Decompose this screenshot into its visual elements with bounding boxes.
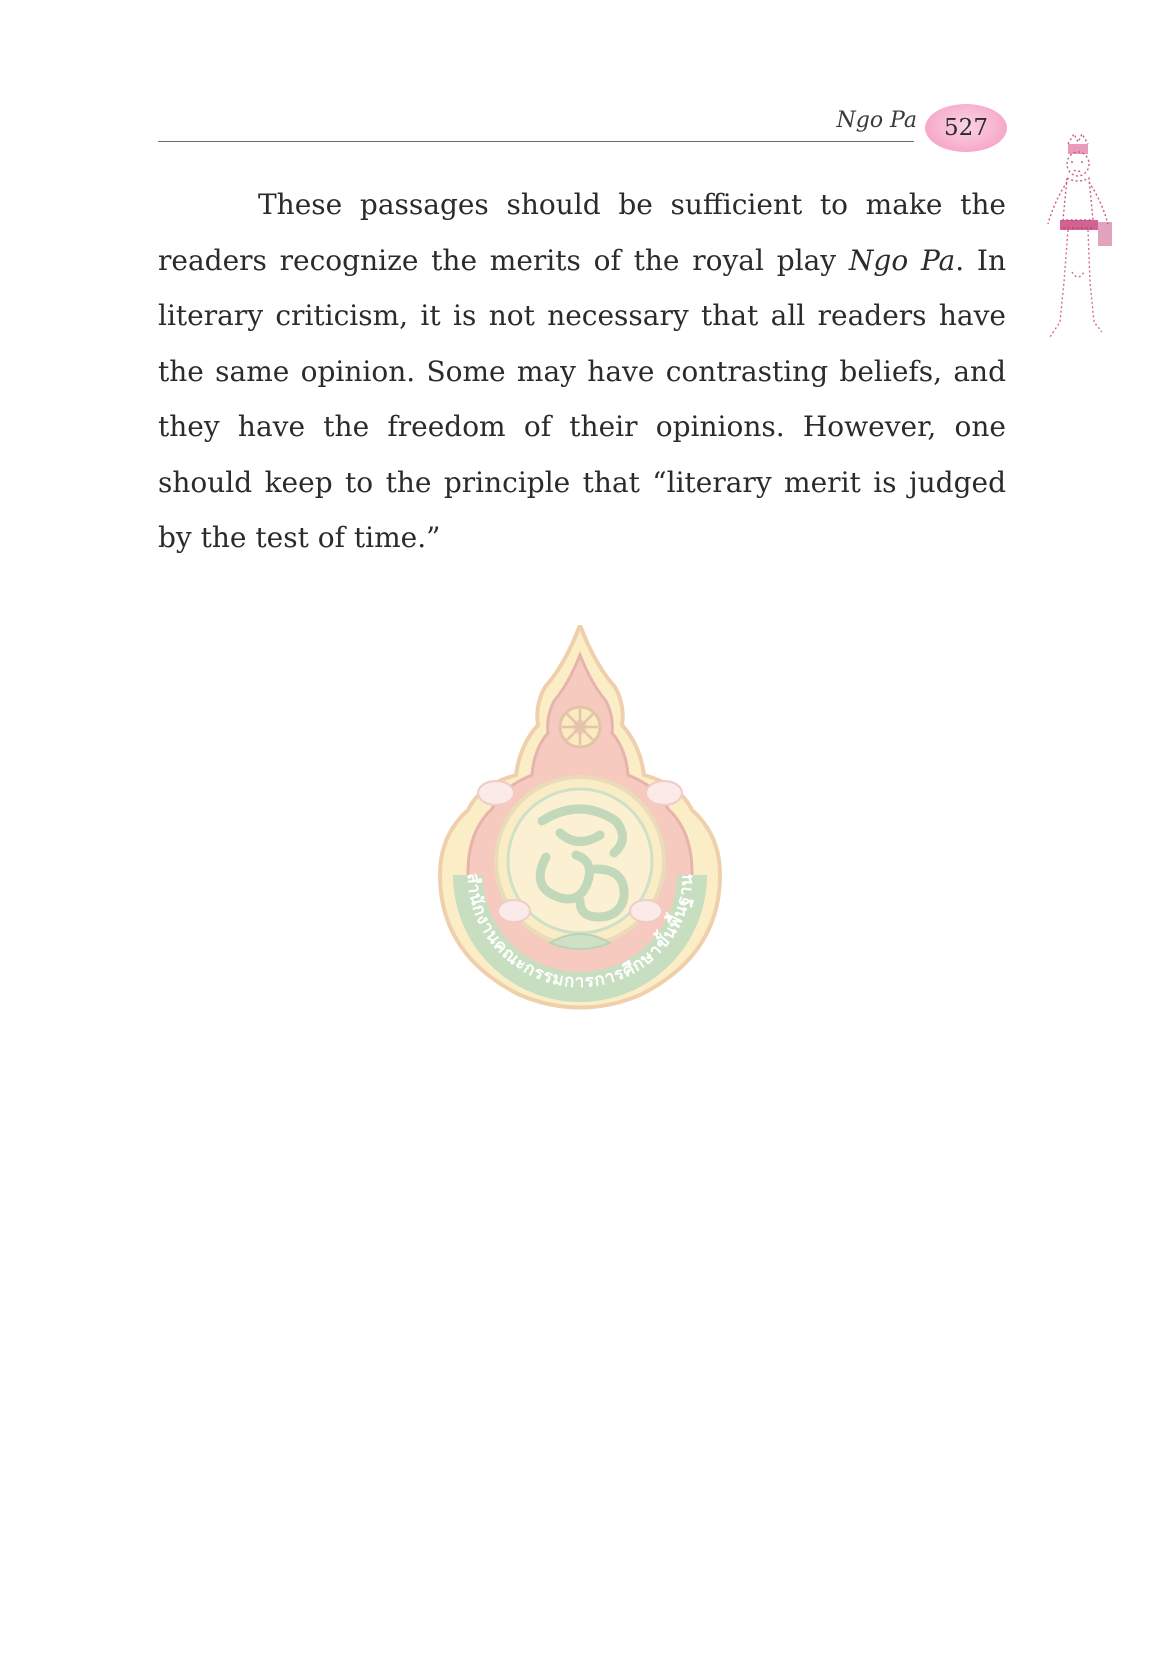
emblem-ring-text: สำนักงานคณะกรรมการการศึกษาขั้นพื้นฐาน [462, 872, 698, 993]
page-header [0, 0, 1164, 160]
body-paragraph [158, 177, 1006, 566]
running-title: Ngo Pa [836, 108, 917, 133]
page-number-badge [925, 104, 1007, 152]
ministry-emblem-icon [430, 625, 730, 1015]
play-title: Ngo Pa [848, 243, 956, 277]
paragraph-text-end: . In literary criticism, it is not necessary that all readers have the same opinion. Some may have contrasting beliefs, and they have the freedom of their opinions. However, one should keep to the principle that “literary merit is judged by the test of time.” [158, 243, 1006, 554]
dancer-figure-icon [1038, 132, 1118, 342]
page-number: 527 [944, 115, 988, 141]
paragraph-text-start: These passages should be sufficient to make the readers recognize the merits of the royal play [158, 188, 1006, 277]
header-rule [158, 141, 914, 142]
paragraph [158, 177, 1006, 566]
